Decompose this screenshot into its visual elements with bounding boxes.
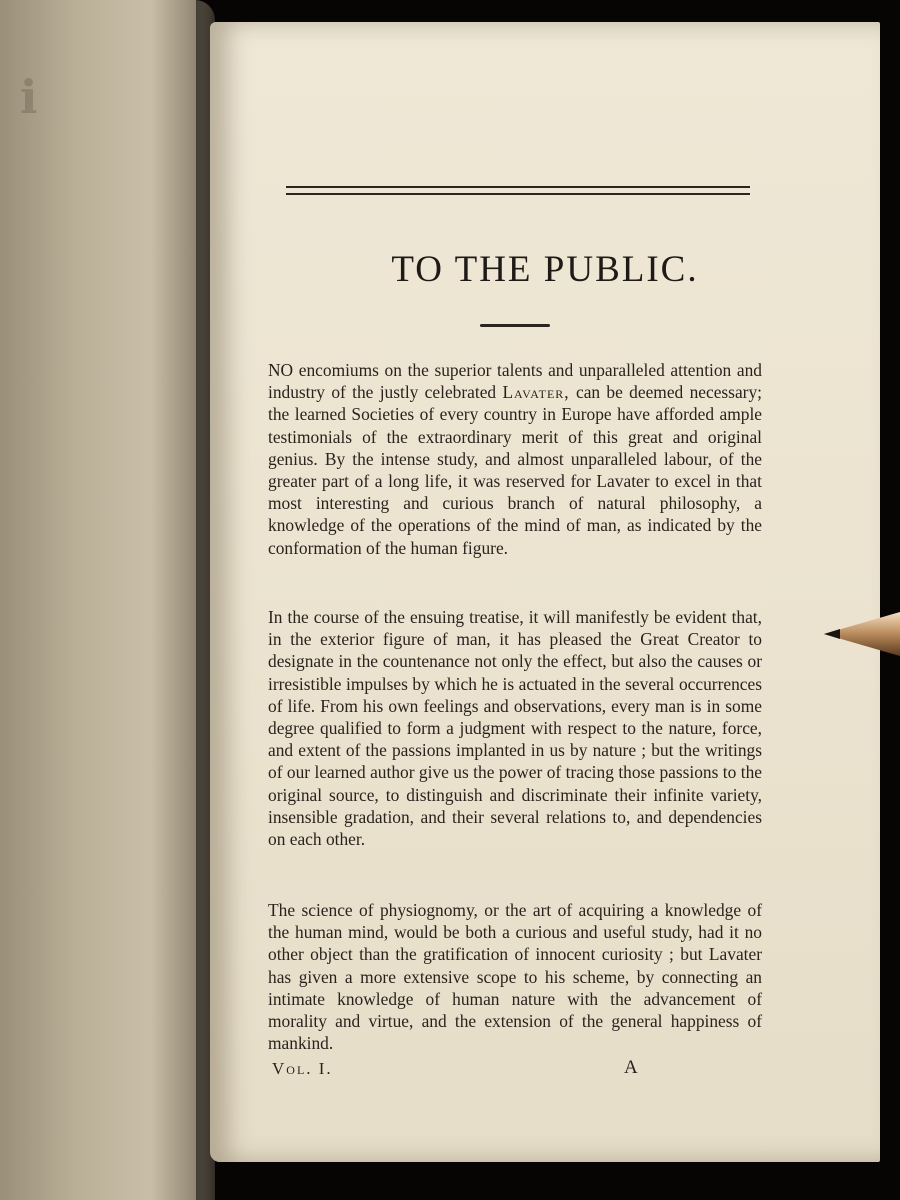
title-ornament-rule xyxy=(480,324,550,327)
paragraph-2: In the course of the ensuing treatise, it will manifestly be evident that, in the exterior figure of man, it has pleased the Great Creator to designate in the countenance not only the effect, but also the causes or irresistible impulses by which he is actuated in the several occurrences of life. From his own feelings and observations, every man is in some degree qualified to form a judgment with respect to the nature, force, and extent of the passions implanted in us by nature ; but the writings of our learned author give us the power of tracing those passions to the original source, to distinguish and discriminate their infinite variety, insensible gradation, and their several relations to, and dependencies on each other. xyxy=(268,607,762,850)
facing-page xyxy=(0,0,215,1200)
paragraph-1-text-b: can be deemed necessary; the learned Societies of every country in Europe have afforded ample testimonials of the extraordinary merit of this great and original genius. By the intense study, and almost unparalleled labour, of the greater part of a long life, it was reserved for Lavater to excel in that most interesting and curious branch of natural philosophy, a knowledge of the operations of the mind of man, as indicated by the conformation of the human figure. xyxy=(268,382,762,558)
volume-label: Vol. I. xyxy=(272,1059,333,1078)
pencil-tip-icon xyxy=(822,606,900,662)
paragraph-3: The science of physiognomy, or the art of acquiring a knowledge of the human mind, would be both a curious and useful study, had it no other object than the gratification of innocent curiosity ; but Lavater has given a more extensive scope to his scheme, by connecting an intimate knowledge of human nature with the advancement of morality and virtue, and the extension of the general happiness of mankind. xyxy=(268,900,762,1054)
bleed-through-text: ℹ xyxy=(20,70,38,124)
page-title: TO THE PUBLIC. xyxy=(391,249,699,290)
top-double-rule xyxy=(286,186,750,195)
lavater-name: Lavater, xyxy=(502,382,570,403)
book-page xyxy=(210,22,880,1162)
paragraph-1 xyxy=(268,359,762,559)
signature-mark: A xyxy=(624,1057,638,1078)
paragraph-1-text-a: NO encomiums on the superior talents and unparalleled attention and industry of the justly celebrated xyxy=(268,360,762,403)
